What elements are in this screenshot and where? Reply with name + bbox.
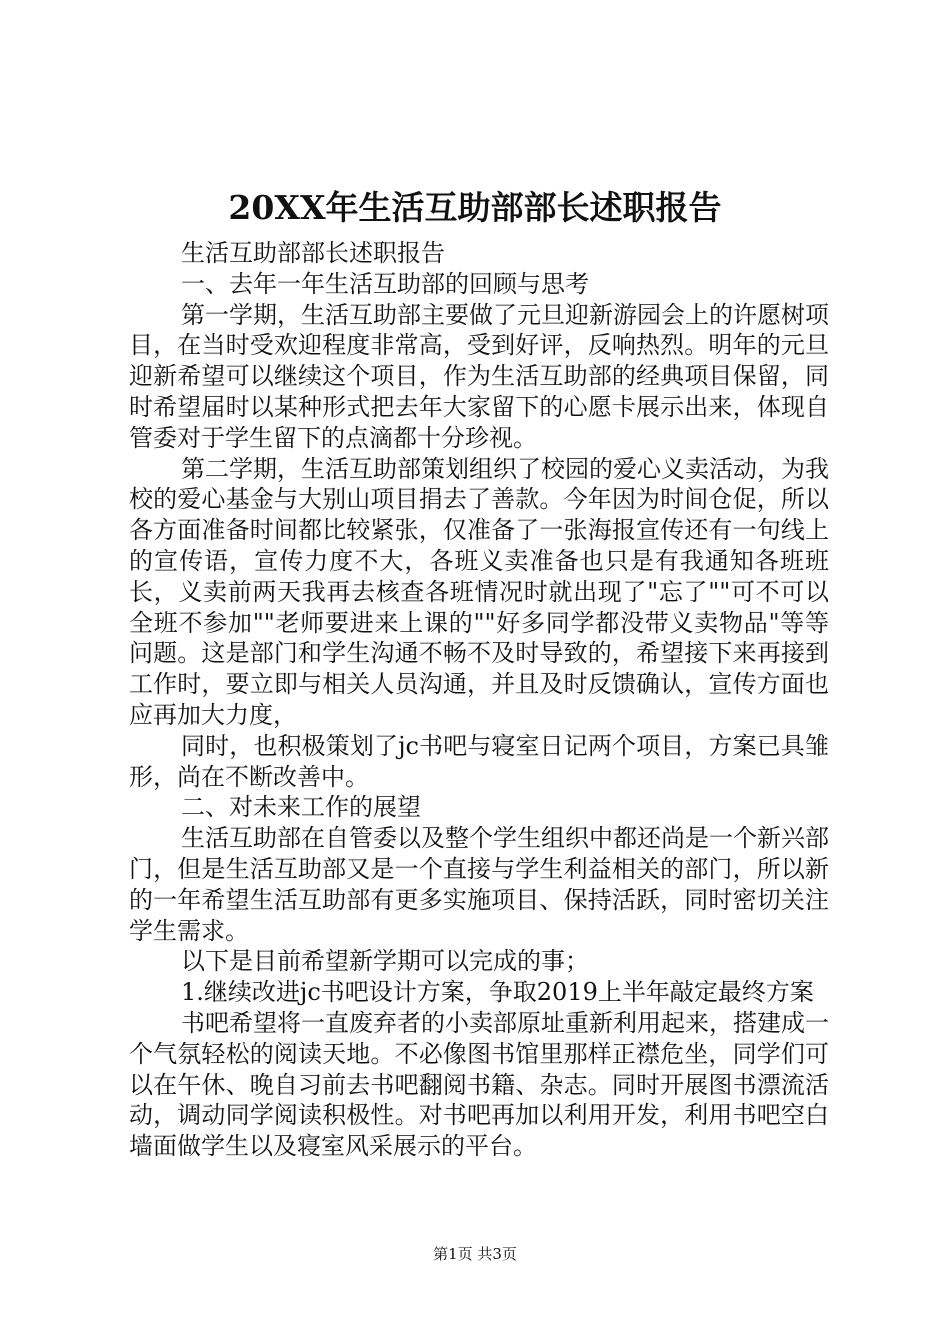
paragraph-goals-intro: 以下是目前希望新学期可以完成的事； [181, 947, 589, 976]
paragraph-second-semester: 第二学期，生活互助部策划组织了校园的爱心义卖活动，为我校的爱心基金与大别山项目捐去了善款。今年因为时间仓促，所以各方面准备时间都比较紧张，仅准备了一张海报宣传还有一句线上的宣传语，宣传力度不大，各班义卖准备也只是有我通知各班班长，义卖前两天我再去核查各班情况时就出现了"忘了""可不可以全班不参加""老师要进来上课的""好多同学都没带义卖物品"等等问题。这是部门和学生沟通不畅不及时导致的，希望接下来再接到工作时，要立即与相关人员沟通，并且及时反馈确认，宣传方面也应再加大力度， [129, 454, 829, 729]
paragraph-projects: 同时，也积极策划了jc书吧与寝室日记两个项目，方案已具雏形，尚在不断改善中。 [129, 731, 829, 791]
paragraph-section-one-heading: 一、去年一年生活互助部的回顾与思考 [181, 269, 589, 298]
paragraph-outlook: 生活互助部在自管委以及整个学生组织中都还尚是一个新兴部门，但是生活互助部又是一个直接与学生利益相关的部门，所以新的一年希望生活互助部有更多实施项目、保持活跃，同时密切关注学生需求。 [129, 824, 829, 945]
paragraph-goal-one: 1.继续改进jc书吧设计方案，争取2019上半年敲定最终方案 [181, 978, 814, 1007]
paragraph-section-two-heading: 二、对未来工作的展望 [181, 793, 421, 822]
paragraph-first-semester: 第一学期，生活互助部主要做了元旦迎新游园会上的许愿树项目，在当时受欢迎程度非常高，受到好评，反响热烈。明年的元旦迎新希望可以继续这个项目，作为生活互助部的经典项目保留，同时希望届时以某种形式把去年大家留下的心愿卡展示出来，体现自管委对于学生留下的点滴都十分珍视。 [129, 300, 829, 452]
paragraph-report-heading: 生活互助部部长述职报告 [181, 239, 445, 267]
document-title: 20XX年生活互助部部长述职报告 [228, 188, 722, 227]
paragraph-book-bar: 书吧希望将一直废弃者的小卖部原址重新利用起来，搭建成一个气氛轻松的阅读天地。不必像图书馆里那样正襟危坐，同学们可以在午休、晚自习前去书吧翻阅书籍、杂志。同时开展图书漂流活动，调动同学阅读积极性。对书吧再加以利用开发，利用书吧空白墙面做学生以及寝室风采展示的平台。 [129, 1008, 829, 1161]
document-body [129, 238, 829, 1162]
page-number-footer: 第1页 共3页 [433, 1245, 517, 1263]
